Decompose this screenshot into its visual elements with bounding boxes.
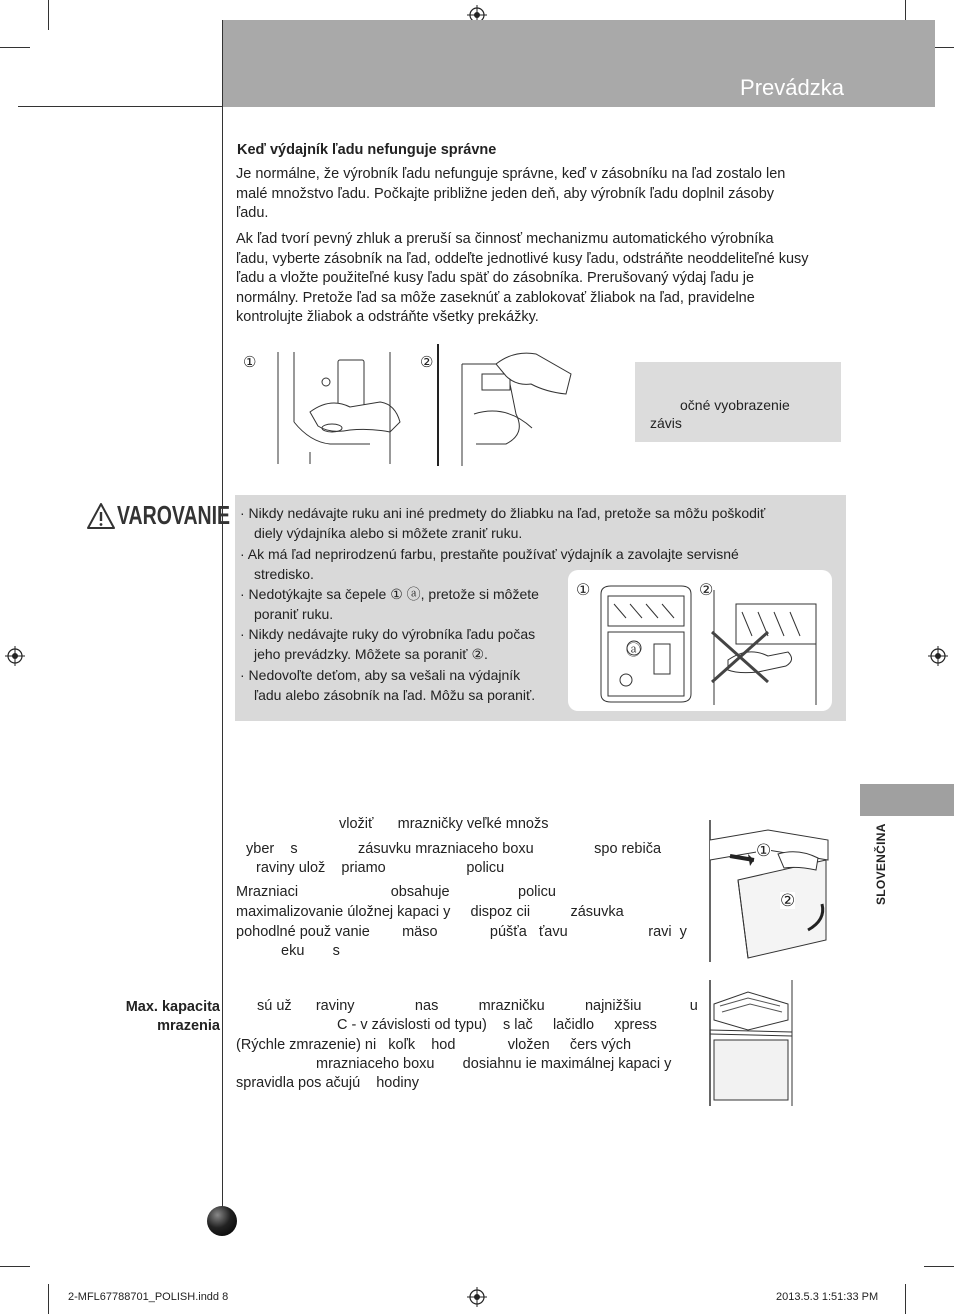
figure-label: ② bbox=[780, 891, 796, 910]
figure-label: ② bbox=[420, 354, 434, 371]
divider bbox=[18, 106, 223, 107]
crop-mark bbox=[0, 1266, 30, 1267]
registration-mark-icon bbox=[467, 1287, 487, 1307]
text-line: maximalizovanie úložnej kapaci y dispoz cii zásuvka bbox=[236, 904, 624, 920]
wiping-dispenser-illustration bbox=[436, 344, 576, 466]
crop-mark bbox=[924, 1266, 954, 1267]
warning-text: · Nedotýkajte sa čepele ① ⓐ, pretože si môžete bbox=[240, 586, 539, 602]
note-text: závis bbox=[650, 415, 682, 431]
text-line: vložiť mrazničky veľké množs bbox=[339, 816, 549, 832]
text-line: ľadu a vložte použiteľné kusy ľadu späť do zásobníka. Prerušovaný výdaj ľadu je bbox=[236, 270, 755, 287]
warning-text: · Ak má ľad neprirodzenú farbu, prestaňte používať výdajník a zavolajte servisné bbox=[240, 546, 739, 562]
warning-item bbox=[240, 666, 570, 705]
warning-text: poraniť ruku. bbox=[254, 605, 334, 622]
freezer-basket-illustration bbox=[708, 980, 796, 1106]
text-line: mrazniaceho boxu dosiahnu ie maximálnej kapaci y bbox=[316, 1056, 672, 1072]
page-dot-icon bbox=[207, 1206, 237, 1236]
text-line: pohodlné použ vanie mäso púšťa ťavu ravi y bbox=[236, 924, 687, 940]
warning-text: · Nikdy nedávajte ruku ani iné predmety do žliabku na ľad, pretože sa môžu poškodiť bbox=[240, 505, 766, 521]
warning-item bbox=[240, 504, 820, 543]
note-box bbox=[635, 362, 841, 442]
text-line: sú už raviny nas mrazničku najnižšiu u bbox=[257, 998, 698, 1014]
paragraph bbox=[236, 230, 848, 328]
note-text: očné vyobrazenie bbox=[680, 397, 790, 413]
text-line: Mrazniaci obsahuje policu bbox=[236, 884, 556, 900]
language-tab bbox=[860, 784, 954, 816]
text-line: eku s bbox=[281, 943, 340, 959]
warning-text: jeho prevádzky. Môžete sa poraniť ②. bbox=[254, 645, 488, 662]
warning-figure bbox=[568, 570, 832, 711]
figure-label: ⓐ bbox=[626, 642, 642, 659]
text-line: ľadu, vyberte zásobník na ľad, oddeľte jednotlivé kusy ľadu, odstráňte neoddeliteľné kusy bbox=[236, 250, 809, 267]
ice-maker-hand-illustration bbox=[708, 590, 828, 705]
crop-mark bbox=[48, 1284, 49, 1314]
section-heading: Keď výdajník ľadu nefunguje správne bbox=[237, 142, 497, 158]
figure-label: ① bbox=[243, 354, 257, 371]
paragraph bbox=[236, 165, 848, 224]
divider bbox=[222, 20, 223, 1235]
footer-datetime: 2013.5.3 1:51:33 PM bbox=[776, 1291, 879, 1303]
section-label bbox=[60, 998, 220, 1036]
text-line: malé množstvo ľadu. Počkajte približne jeden deň, aby výrobník ľadu doplnil zásoby bbox=[236, 185, 775, 202]
crop-mark bbox=[0, 47, 30, 48]
warning-item bbox=[240, 585, 570, 624]
ice-bin-illustration bbox=[270, 352, 410, 464]
warning-text: · Nikdy nedávajte ruky do výrobníka ľadu počas bbox=[240, 626, 536, 642]
warning-text: diely výdajníka alebo si môžete zraniť ruku. bbox=[254, 524, 523, 541]
text-line: raviny ulož priamo policu bbox=[256, 860, 505, 876]
text-line: normálny. Pretože ľad sa môže zaseknúť a zablokovať žliabok na ľad, pravidelne bbox=[236, 289, 755, 306]
text-line: spravidla pos ačujú hodiny bbox=[236, 1075, 419, 1091]
page-title: Prevádzka bbox=[740, 75, 844, 100]
label-text: mrazenia bbox=[157, 1018, 220, 1034]
warning-text: · Nedovoľte deťom, aby sa vešali na výdajník bbox=[240, 667, 521, 683]
ice-maker-blade-illustration bbox=[596, 584, 696, 704]
registration-mark-icon bbox=[928, 646, 948, 666]
text-line: C - v závislosti od typu) s lač lačidlo xpress bbox=[337, 1017, 657, 1033]
language-label: SLOVENČINA bbox=[874, 823, 888, 905]
text-line: Ak ľad tvorí pevný zhluk a preruší sa činnosť mechanizmu automatického výrobníka bbox=[236, 231, 774, 247]
footer-file: 2-MFL67788701_POLISH.indd 8 bbox=[68, 1291, 229, 1303]
crop-mark bbox=[48, 0, 49, 30]
warning-item bbox=[240, 625, 570, 664]
figure-label: ② bbox=[699, 582, 714, 599]
warning-title: VAROVANIE bbox=[117, 500, 231, 530]
text-line: kontrolujte žliabok a odstráňte všetky prekážky. bbox=[236, 309, 539, 326]
warning-text: ľadu alebo zásobník na ľad. Môžu sa poraniť. bbox=[254, 686, 536, 703]
warning-text: stredisko. bbox=[254, 565, 314, 582]
registration-mark-icon bbox=[5, 646, 25, 666]
text-line: Je normálne, že výrobník ľadu nefunguje správne, keď v zásobníku na ľad zostalo len bbox=[236, 166, 786, 182]
warning-icon bbox=[86, 502, 116, 530]
text-line: ľadu. bbox=[236, 205, 269, 222]
figure-label: ① bbox=[756, 841, 772, 860]
label-text: Max. kapacita bbox=[125, 999, 220, 1015]
text-line: yber s zásuvku mrazniaceho boxu spo rebiča bbox=[246, 841, 662, 857]
crop-mark bbox=[905, 1284, 906, 1314]
text-line: (Rýchle zmrazenie) ni koľk hod vložen čers vých bbox=[236, 1037, 632, 1053]
figure-label: ① bbox=[576, 582, 591, 599]
